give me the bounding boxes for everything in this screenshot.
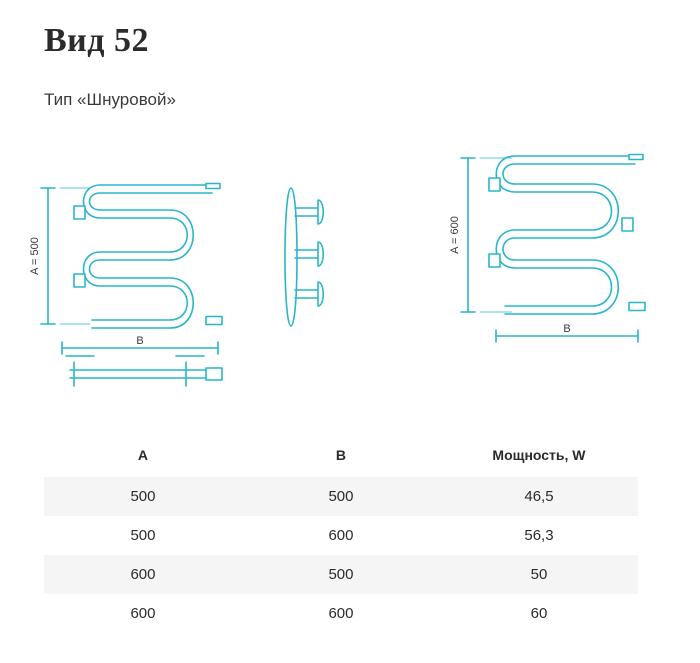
cell-power: 60 xyxy=(440,594,638,633)
front-view-small xyxy=(41,184,222,387)
table-row xyxy=(44,516,638,555)
cell-b: 600 xyxy=(242,516,440,555)
side-view xyxy=(285,188,323,326)
cell-a: 500 xyxy=(44,516,242,555)
table-row xyxy=(44,594,638,633)
cell-b: 500 xyxy=(242,477,440,516)
cell-a: 600 xyxy=(44,555,242,594)
table-row xyxy=(44,477,638,516)
dimension-label-b-large: B xyxy=(563,323,571,335)
column-header-power: Мощность, W xyxy=(440,437,638,477)
table-row xyxy=(44,555,638,594)
column-header-b: B xyxy=(242,437,440,477)
column-header-a: A xyxy=(44,437,242,477)
table-body xyxy=(44,477,638,633)
cell-a: 500 xyxy=(44,477,242,516)
drawings-svg xyxy=(0,130,700,420)
cell-power: 56,3 xyxy=(440,516,638,555)
dimension-label-a-small: A = 500 xyxy=(29,237,41,275)
dimension-label-b-small: B xyxy=(136,335,144,347)
page-title: Вид 52 xyxy=(44,22,149,59)
cell-power: 50 xyxy=(440,555,638,594)
cell-a: 600 xyxy=(44,594,242,633)
front-view-large xyxy=(461,155,645,343)
cell-power: 46,5 xyxy=(440,477,638,516)
technical-drawings xyxy=(0,130,700,420)
table-header-row xyxy=(44,437,638,477)
cell-b: 500 xyxy=(242,555,440,594)
page-subtitle: Тип «Шнуровой» xyxy=(44,90,176,109)
specifications-table xyxy=(44,437,638,633)
dimension-label-a-large: A = 600 xyxy=(449,216,461,254)
cell-b: 600 xyxy=(242,594,440,633)
